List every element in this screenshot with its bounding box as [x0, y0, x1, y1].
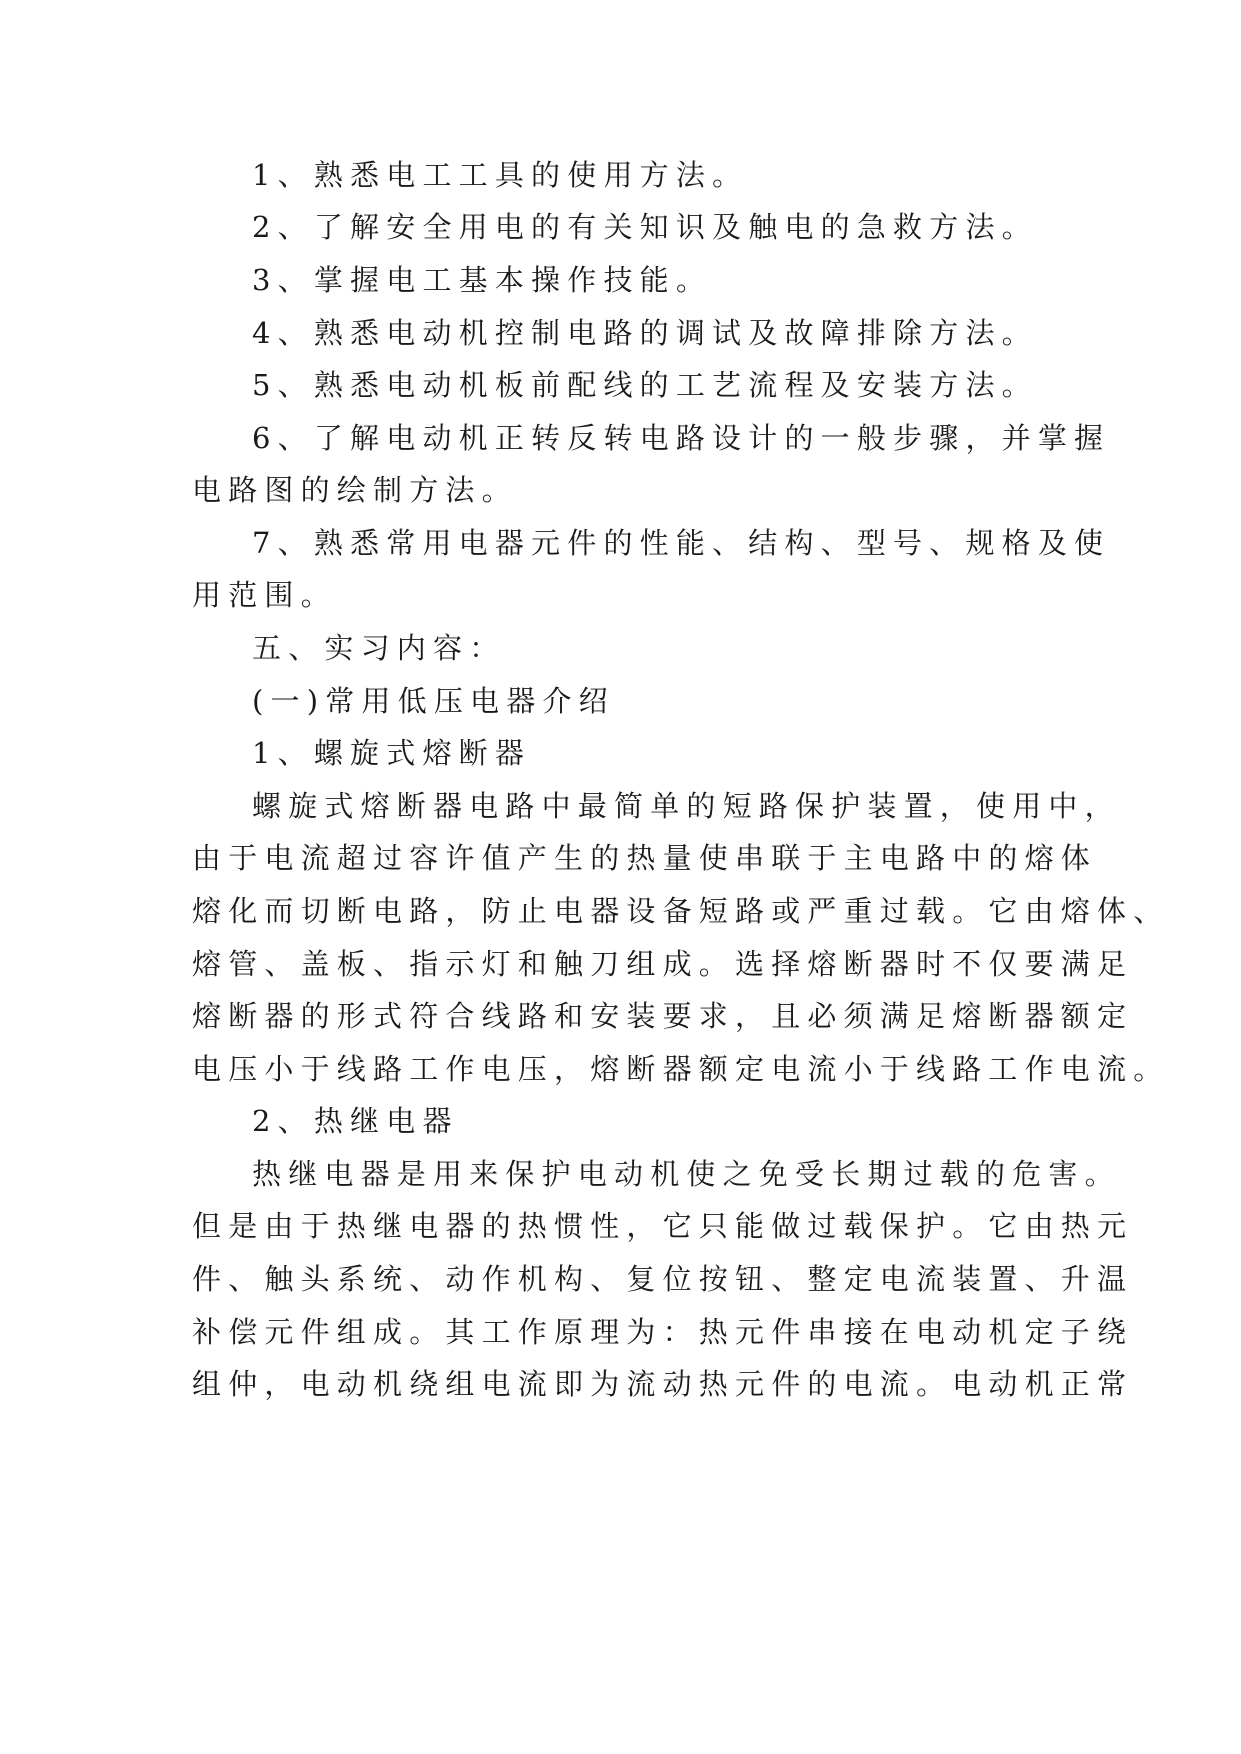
- fuse-paragraph-line-4: 熔管、盖板、指示灯和触刀组成。选择熔断器时不仅要满足: [192, 947, 1134, 981]
- objective-7-line-2: 用范围。: [192, 578, 337, 612]
- fuse-paragraph-line-1: 螺旋式熔断器电路中最简单的短路保护装置，使用中，: [252, 789, 1121, 823]
- objective-7-line-1: 7、熟悉常用电器元件的性能、结构、型号、规格及使: [252, 526, 1111, 560]
- item-heading-fuse: 1、螺旋式熔断器: [252, 736, 532, 770]
- relay-paragraph-line-1: 热继电器是用来保护电动机使之免受长期过载的危害。: [252, 1157, 1121, 1191]
- objective-6-line-2: 电路图的绘制方法。: [192, 473, 518, 507]
- fuse-paragraph-line-5: 熔断器的形式符合线路和安装要求，且必须满足熔断器额定: [192, 999, 1134, 1033]
- objective-2: 2、了解安全用电的有关知识及触电的急救方法。: [252, 210, 1038, 244]
- section-heading: 五、实习内容：: [252, 631, 506, 665]
- relay-paragraph-line-4: 补偿元件组成。其工作原理为：热元件串接在电动机定子绕: [192, 1315, 1134, 1349]
- relay-paragraph-line-2: 但是由于热继电器的热惯性，它只能做过载保护。它由热元: [192, 1209, 1134, 1243]
- fuse-paragraph-line-6: 电压小于线路工作电压，熔断器额定电流小于线路工作电流。: [192, 1052, 1170, 1086]
- fuse-paragraph-line-2: 由于电流超过容许值产生的热量使串联于主电路中的熔体: [192, 841, 1098, 875]
- subsection-heading: (一)常用低压电器介绍: [252, 684, 615, 718]
- objective-4: 4、熟悉电动机控制电路的调试及故障排除方法。: [252, 316, 1038, 350]
- objective-6-line-1: 6、了解电动机正转反转电路设计的一般步骤，并掌握: [252, 421, 1111, 455]
- item-heading-relay: 2、热继电器: [252, 1104, 459, 1138]
- fuse-paragraph-line-3: 熔化而切断电路，防止电器设备短路或严重过载。它由熔体、: [192, 894, 1170, 928]
- relay-paragraph-line-5: 组仲，电动机绕组电流即为流动热元件的电流。电动机正常: [192, 1367, 1134, 1401]
- relay-paragraph-line-3: 件、触头系统、动作机构、复位按钮、整定电流装置、升温: [192, 1262, 1134, 1296]
- objective-3: 3、掌握电工基本操作技能。: [252, 263, 713, 297]
- objective-5: 5、熟悉电动机板前配线的工艺流程及安装方法。: [252, 368, 1038, 402]
- objective-1: 1、熟悉电工工具的使用方法。: [252, 158, 749, 192]
